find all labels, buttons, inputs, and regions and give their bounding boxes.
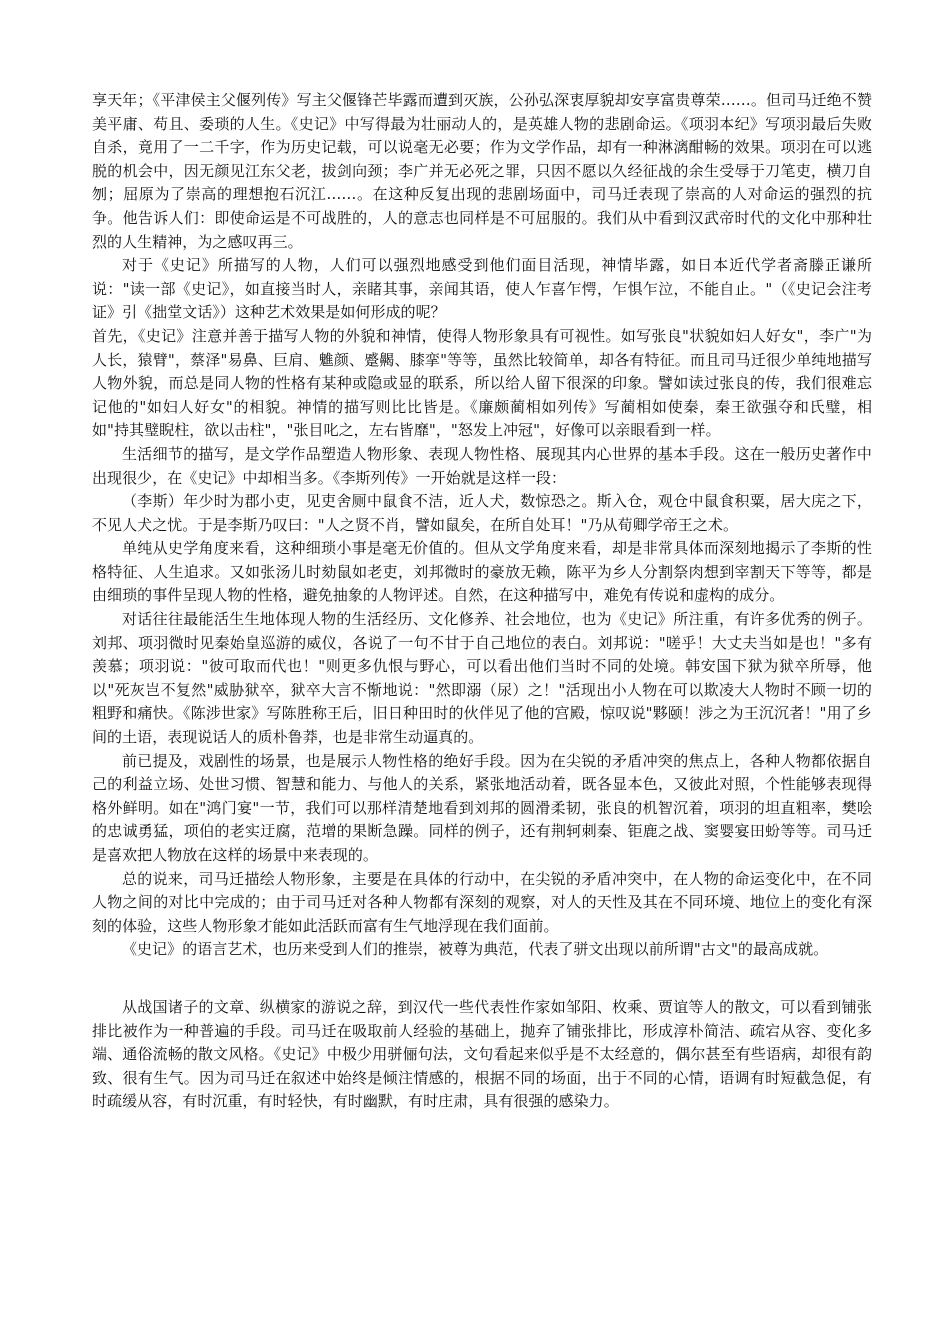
- paragraph-9: 总的说来，司马迁描绘人物形象，主要是在具体的行动中，在尖锐的矛盾冲突中，在人物的命运变化中，在不同人物之间的对比中完成的；由于司马迁对各种人物都有深刻的观察，对人的天性及其在不同环境、地位上的变化有深刻的体验，这些人物形象才能如此活跃而富有生气地浮现在我们面前。: [92, 869, 872, 935]
- paragraph-8: 前已提及，戏剧性的场景，也是展示人物性格的绝好手段。因为在尖锐的矛盾冲突的焦点上，各种人物都依据自己的利益立场、处世习惯、智慧和能力、与他人的关系，紧张地活动着，既各显本色，又彼此对照，个性能够表现得格外鲜明。如在"鸿门宴"一节，我们可以那样清楚地看到刘邦的圆滑柔韧，张良的机智沉着，项羽的坦直粗率，樊哙的忠诚勇猛，项伯的老实迂腐，范增的果断急躁。同样的例子，还有荆轲刺秦、钜鹿之战、窦婴宴田蚡等等。司马迁是喜欢把人物放在这样的场景中来表现的。: [92, 751, 872, 864]
- paragraph-5-quote: （李斯）年少时为郡小吏，见吏舍厕中鼠食不洁，近人犬，数惊恐之。斯入仓，观仓中鼠食积粟，居大庑之下，不见人犬之忧。于是李斯乃叹曰："人之贤不肖，譬如鼠矣，在所自处耳！"乃从荀卿学帝王之术。: [92, 492, 872, 534]
- paragraph-7: 对话往往最能活生生地体现人物的生活经历、文化修养、社会地位，也为《史记》所注重，有许多优秀的例子。刘邦、项羽微时见秦始皇巡游的威仪，各说了一句不甘于自己地位的表白。刘邦说："嗟乎！大丈夫当如是也！"多有羡慕；项羽说："彼可取而代也！"则更多仇恨与野心，可以看出他们当时不同的处境。韩安国下狱为狱卒所辱，他以"死灰岂不复然"威胁狱卒，狱卒大言不惭地说："然即溺（尿）之！"活现出小人物在可以欺凌大人物时不顾一切的粗野和痛快。《陈涉世家》写陈胜称王后，旧日种田时的伙伴见了他的宫殿，惊叹说"夥颐！涉之为王沉沉者！"用了乡间的土语，表现说话人的质朴鲁莽，也是非常生动逼真的。: [92, 610, 872, 747]
- paragraph-6: 单纯从史学角度来看，这种细琐小事是毫无价值的。但从文学角度来看，却是非常具体而深刻地揭示了李斯的性格特征、人生追求。又如张汤儿时劾鼠如老吏，刘邦微时的豪放无赖，陈平为乡人分割祭肉想到宰割天下等等，都是由细琐的事件呈现人物的性格，避免抽象的人物评述。自然，在这种描写中，难免有传说和虚构的成分。: [92, 539, 872, 605]
- paragraph-1: 享天年；《平津侯主父偃列传》写主父偃锋芒毕露而遭到灭族，公孙弘深衷厚貌却安享富贵尊荣……。但司马迁绝不赞美平庸、苟且、委琐的人生。《史记》中写得最为壮丽动人的，是英雄人物的悲剧命运。《项羽本纪》写项羽最后失败自杀，竟用了一二千字，作为历史记载，可以说毫无必要；作为文学作品，却有一种淋漓酣畅的效果。项羽在可以逃脱的机会中，因无颜见江东父老，拔剑向颈；李广并无必死之罪，只因不愿以久经征战的余生受辱于刀笔吏，横刀自刎；屈原为了崇高的理想抱石沉江……。在这种反复出现的悲剧场面中，司马迁表现了崇高的人对命运的强烈的抗争。他告诉人们：即使命运是不可战胜的，人的意志也同样是不可屈服的。我们从中看到汉武帝时代的文化中那种壮烈的人生精神，为之感叹再三。: [92, 91, 872, 251]
- paragraph-10: 《史记》的语言艺术，也历来受到人们的推崇，被尊为典范，代表了骈文出现以前所谓"古文"的最高成就。: [122, 940, 829, 959]
- paragraph-2: 对于《史记》所描写的人物，人们可以强烈地感受到他们面目活现，神情毕露，如日本近代学者斋滕正谦所说："读一部《史记》，如直接当时人，亲睹其事，亲闻其语，使人乍喜乍愕，乍惧乍泣，不能自止。"（《史记会注考证》引《拙堂文话》）这种艺术效果是如何形成的呢？: [92, 256, 872, 322]
- paragraph-11: 从战国诸子的文章、纵横家的游说之辞，到汉代一些代表性作家如邹阳、枚乘、贾谊等人的散文，可以看到铺张排比被作为一种普遍的手段。司马迁在吸取前人经验的基础上，抛弃了铺张排比，形成淳朴简洁、疏宕从容、变化多端、通俗流畅的散文风格。《史记》中极少用骈俪句法，文句看起来似乎是不太经意的，偶尔甚至有些语病，却很有韵致、很有生气。因为司马迁在叙述中始终是倾注情感的，根据不同的场面，出于不同的心情，语调有时短截急促，有时疏缓从容，有时沉重，有时轻快，有时幽默，有时庄肃，具有很强的感染力。: [92, 997, 872, 1111]
- section-gap: [92, 962, 872, 996]
- paragraph-4: 生活细节的描写，是文学作品塑造人物形象、表现人物性格、展现其内心世界的基本手段。这在一般历史著作中出现很少，在《史记》中却相当多。《李斯列传》一开始就是这样一段：: [92, 444, 872, 487]
- paragraph-3: 首先，《史记》注意并善于描写人物的外貌和神情，使得人物形象具有可视性。如写张良"状貌如妇人好女"，李广"为人长，猿臂"，蔡泽"易鼻、巨肩、魋颜、蹙齃、膝挛"等等，虽然比较简单，却各有特征。而且司马迁很少单纯地描写人物外貌，而总是同人物的性格有某种或隐或显的联系，所以给人留下很深的印象。譬如读过张良的传，我们很难忘记他的"如妇人好女"的相貌。神情的描写则比比皆是。《廉颇蔺相如列传》写蔺相如使秦，秦王欲强夺和氏璧，相如"持其璧睨柱，欲以击柱"，"张目叱之，左右皆靡"，"怒发上冲冠"，好像可以亲眼看到一样。: [92, 326, 872, 440]
- document-body: [92, 89, 872, 1114]
